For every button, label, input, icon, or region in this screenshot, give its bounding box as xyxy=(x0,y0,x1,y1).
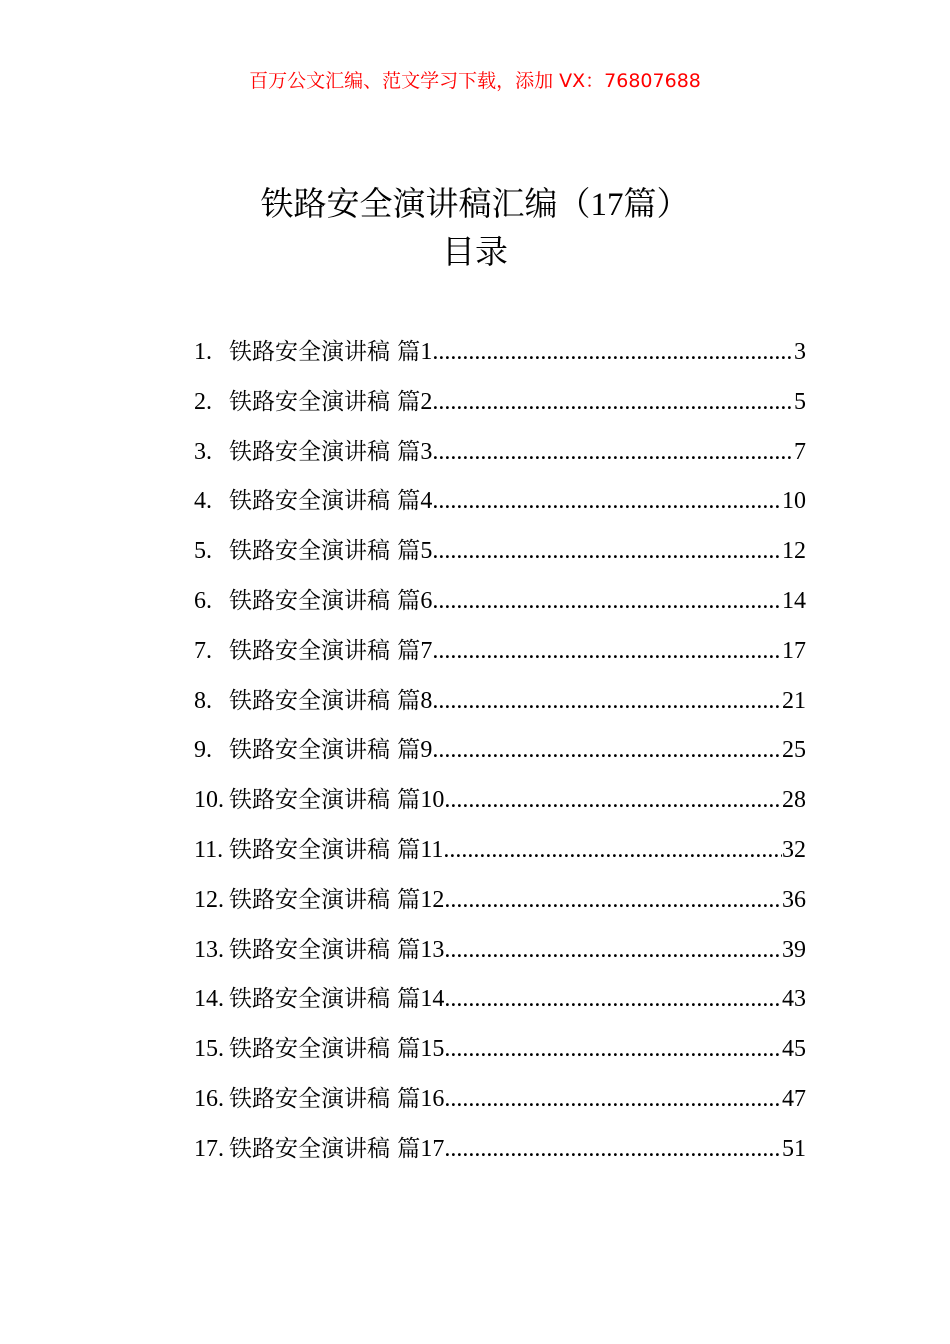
toc-entry-number: 16. xyxy=(194,1085,224,1112)
toc-entry-title-index: 15 xyxy=(420,1036,445,1063)
toc-entry-title-text: 铁路安全演讲稿 篇 xyxy=(229,538,421,565)
toc-entry-page-number: 12 xyxy=(782,538,806,565)
toc-entry-page-number: 21 xyxy=(782,687,806,714)
toc-entry-dot-leader xyxy=(444,975,782,1025)
toc-entry-dot-leader xyxy=(444,1075,782,1125)
toc-entry[interactable] xyxy=(194,775,806,825)
toc-entry-title xyxy=(229,825,443,876)
toc-entry-title-index: 13 xyxy=(420,936,445,963)
toc-entry-title xyxy=(229,925,444,976)
toc-entry-title xyxy=(229,1124,444,1175)
document-title xyxy=(0,180,950,229)
table-of-contents xyxy=(194,327,806,1174)
toc-entry-number: 6. xyxy=(194,587,212,614)
toc-entry-number: 13. xyxy=(194,936,224,963)
toc-entry-title xyxy=(229,427,432,478)
toc-entry-title-index: 10 xyxy=(420,787,445,814)
toc-entry-title xyxy=(229,1074,444,1125)
toc-entry-title-index: 5 xyxy=(420,538,433,565)
toc-entry-dot-leader xyxy=(443,826,782,876)
toc-entry-title xyxy=(229,526,432,577)
document-title-suffix: 篇） xyxy=(623,184,690,223)
toc-entry-dot-leader xyxy=(432,378,794,428)
toc-entry-page-number: 36 xyxy=(782,886,806,913)
toc-entry-number: 4. xyxy=(194,488,212,515)
toc-entry-page-number: 10 xyxy=(782,488,806,515)
toc-entry[interactable] xyxy=(194,526,806,576)
toc-entry-page-number: 47 xyxy=(782,1085,806,1112)
toc-entry-dot-leader xyxy=(444,1125,782,1175)
toc-entry-title xyxy=(229,725,432,776)
toc-entry-title-index: 12 xyxy=(420,886,445,913)
toc-entry-page-number: 25 xyxy=(782,737,806,764)
toc-entry-title-index: 11 xyxy=(420,836,444,863)
toc-entry-dot-leader xyxy=(444,776,782,826)
toc-entry-title-text: 铁路安全演讲稿 篇 xyxy=(229,637,421,664)
toc-entry-dot-leader xyxy=(432,627,782,677)
toc-entry-page-number: 14 xyxy=(782,587,806,614)
toc-entry-number: 7. xyxy=(194,637,212,664)
toc-entry-title-text: 铁路安全演讲稿 篇 xyxy=(229,339,421,365)
toc-entry-dot-leader xyxy=(444,876,782,926)
toc-entry-dot-leader xyxy=(432,328,794,378)
header-note: 百万公文汇编、范文学习下载，添加 VX：76807688 xyxy=(249,70,701,92)
toc-entry-title xyxy=(229,626,432,677)
toc-entry-title-text: 铁路安全演讲稿 篇 xyxy=(229,836,421,863)
toc-entry-page-number: 7 xyxy=(794,438,806,465)
toc-entry[interactable] xyxy=(194,427,806,477)
toc-entry-title-text: 铁路安全演讲稿 篇 xyxy=(229,787,421,814)
toc-entry[interactable] xyxy=(194,925,806,975)
toc-entry-dot-leader xyxy=(432,677,782,727)
toc-entry[interactable] xyxy=(194,1124,806,1174)
toc-entry-number: 17. xyxy=(194,1135,224,1162)
toc-entry-title-index: 4 xyxy=(420,488,433,515)
toc-entry[interactable] xyxy=(194,676,806,726)
toc-entry-number: 8. xyxy=(194,687,212,714)
toc-entry-dot-leader xyxy=(444,926,782,976)
toc-entry-dot-leader xyxy=(432,577,782,627)
toc-entry-page-number: 43 xyxy=(782,986,806,1013)
toc-entry-title-text: 铁路安全演讲稿 篇 xyxy=(229,1135,421,1162)
toc-entry-page-number: 5 xyxy=(794,388,806,415)
toc-entry-title-index: 7 xyxy=(420,637,433,664)
toc-entry-title xyxy=(229,775,444,826)
document-title-count: 17 xyxy=(590,187,624,223)
toc-heading: 目录 xyxy=(442,232,508,271)
toc-entry-title-text: 铁路安全演讲稿 篇 xyxy=(229,737,421,764)
toc-entry-title xyxy=(229,974,444,1025)
toc-entry[interactable] xyxy=(194,875,806,925)
toc-entry-page-number: 45 xyxy=(782,1036,806,1063)
toc-entry-title-index: 16 xyxy=(420,1085,445,1112)
toc-entry-title xyxy=(229,576,432,627)
toc-entry-title-index: 6 xyxy=(420,587,433,614)
toc-entry[interactable] xyxy=(194,377,806,427)
toc-entry-number: 10. xyxy=(194,787,224,814)
toc-entry-title-text: 铁路安全演讲稿 篇 xyxy=(229,886,421,913)
toc-entry-title-index: 1 xyxy=(420,339,433,365)
toc-entry-title-text: 铁路安全演讲稿 篇 xyxy=(229,388,421,415)
toc-entry-title xyxy=(229,377,432,428)
toc-entry-title-text: 铁路安全演讲稿 篇 xyxy=(229,1085,421,1112)
toc-entry-dot-leader xyxy=(444,1025,782,1075)
toc-entry-number: 9. xyxy=(194,737,212,764)
toc-entry-number: 11. xyxy=(194,836,224,863)
toc-entry-title xyxy=(229,1024,444,1075)
toc-entry-number: 15. xyxy=(194,1036,224,1063)
toc-entry-page-number: 3 xyxy=(794,339,806,365)
toc-entry-title xyxy=(229,327,432,378)
toc-entry[interactable] xyxy=(194,626,806,676)
toc-entry-title xyxy=(229,476,432,527)
toc-entry[interactable] xyxy=(194,476,806,526)
toc-entry[interactable] xyxy=(194,576,806,626)
toc-entry[interactable] xyxy=(194,1074,806,1124)
toc-entry-title-index: 14 xyxy=(420,986,445,1013)
toc-entry-title-index: 9 xyxy=(420,737,433,764)
toc-entry-title-index: 17 xyxy=(420,1135,445,1162)
toc-entry-title-index: 8 xyxy=(420,687,433,714)
toc-entry-dot-leader xyxy=(432,726,782,776)
toc-entry[interactable] xyxy=(194,825,806,875)
toc-entry-title-text: 铁路安全演讲稿 篇 xyxy=(229,1036,421,1063)
toc-entry-number: 5. xyxy=(194,538,212,565)
toc-entry-page-number: 32 xyxy=(782,836,806,863)
toc-entry-number: 14. xyxy=(194,986,224,1013)
toc-entry-number: 1. xyxy=(194,339,212,365)
toc-entry-title-text: 铁路安全演讲稿 篇 xyxy=(229,986,421,1013)
toc-entry-dot-leader xyxy=(432,428,794,478)
toc-entry-title-index: 2 xyxy=(420,388,433,415)
toc-entry-page-number: 51 xyxy=(782,1135,806,1162)
toc-entry-title-text: 铁路安全演讲稿 篇 xyxy=(229,687,421,714)
toc-entry[interactable] xyxy=(194,327,806,377)
toc-entry-dot-leader xyxy=(432,527,782,577)
toc-entry-number: 2. xyxy=(194,388,212,415)
document-title-prefix: 铁路安全演讲稿汇编（ xyxy=(260,184,591,223)
toc-entry-title-text: 铁路安全演讲稿 篇 xyxy=(229,587,421,614)
toc-entry-page-number: 17 xyxy=(782,637,806,664)
toc-entry-title-text: 铁路安全演讲稿 篇 xyxy=(229,438,421,465)
toc-entry-title-text: 铁路安全演讲稿 篇 xyxy=(229,488,421,515)
toc-entry-number: 3. xyxy=(194,438,212,465)
toc-entry-dot-leader xyxy=(432,477,782,527)
toc-entry-title-index: 3 xyxy=(420,438,433,465)
toc-entry-page-number: 39 xyxy=(782,936,806,963)
toc-entry[interactable] xyxy=(194,725,806,775)
toc-entry-number: 12. xyxy=(194,886,224,913)
toc-entry-page-number: 28 xyxy=(782,787,806,814)
toc-entry[interactable] xyxy=(194,1024,806,1074)
toc-entry-title xyxy=(229,676,432,727)
toc-entry-title-text: 铁路安全演讲稿 篇 xyxy=(229,936,421,963)
toc-entry[interactable] xyxy=(194,974,806,1024)
toc-entry-title xyxy=(229,875,444,926)
